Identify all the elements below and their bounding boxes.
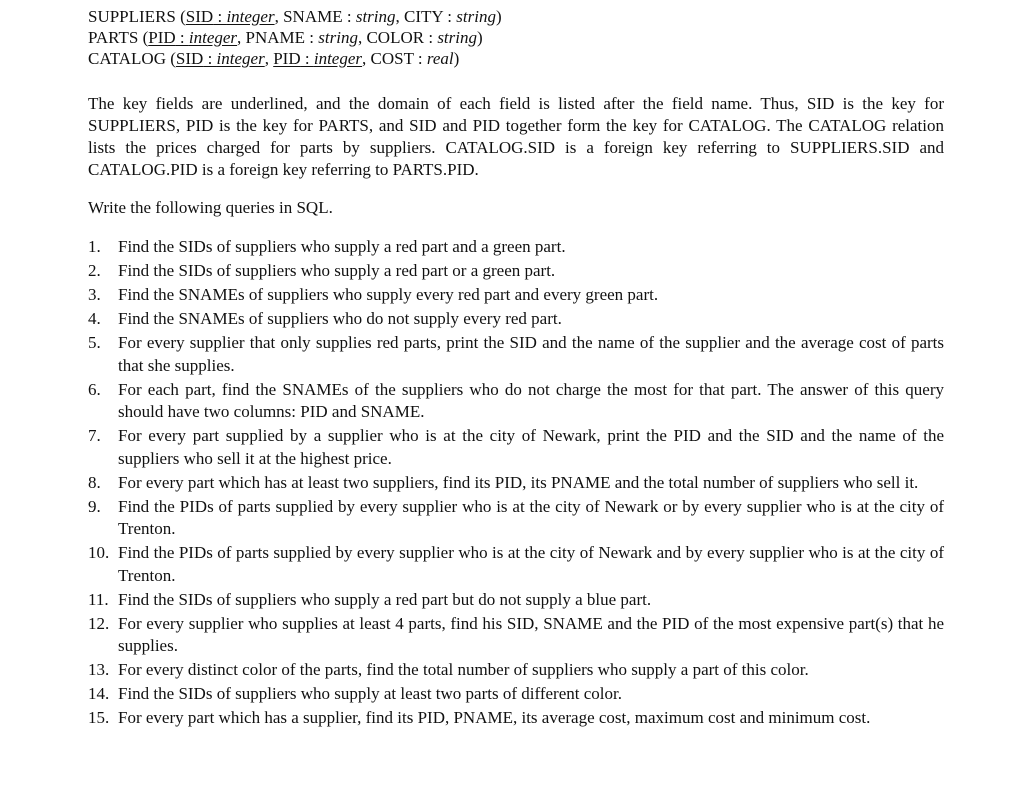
paren: ): [477, 28, 483, 47]
query-text: Find the SIDs of suppliers who supply a red part and a green part.: [118, 237, 566, 256]
comma: ,: [362, 49, 371, 68]
field-type: string: [456, 7, 496, 26]
query-number: 4.: [88, 309, 101, 328]
key-field: [148, 28, 237, 47]
separator: :: [213, 7, 227, 26]
query-item: [88, 589, 944, 612]
query-number: 3.: [88, 285, 101, 304]
schema-suppliers: [88, 6, 944, 27]
comma: ,: [357, 28, 367, 47]
query-number: 14.: [88, 684, 110, 703]
field-name: COLOR :: [366, 28, 438, 47]
query-text: For every part which has at least two suppliers, find its PID, its PNAME and the total number of suppliers who sell it.: [118, 472, 919, 492]
query-item: [88, 236, 944, 259]
query-text: For every part supplied by a supplier who is at the city of Newark, print the PID and the SID and the name of the suppliers who sell it at the highest price.: [118, 426, 944, 468]
comma: ,: [395, 7, 405, 26]
query-item: [88, 425, 944, 470]
field-type: real: [426, 49, 454, 68]
query-number: 10.: [88, 543, 110, 562]
comma: ,: [264, 49, 274, 68]
field-type: string: [437, 28, 477, 47]
separator: :: [203, 49, 217, 68]
key-field-name: SID: [175, 49, 204, 68]
field-type: string: [355, 7, 396, 26]
query-text: Find the SIDs of suppliers who supply a red part but do not supply a blue part.: [118, 589, 652, 609]
field-name: COST :: [370, 49, 427, 68]
key-field: [176, 49, 265, 68]
field-name: PNAME :: [245, 28, 319, 47]
query-text: Find the SNAMEs of suppliers who supply every red part and every green part.: [118, 285, 659, 304]
document-page: [88, 6, 944, 731]
key-field-name: PID: [148, 28, 176, 47]
paren: ): [495, 7, 502, 26]
key-field: [186, 7, 275, 26]
query-item: [88, 496, 944, 541]
field-name: CITY :: [404, 7, 457, 26]
paren: (: [138, 28, 149, 47]
query-item: [88, 260, 944, 283]
query-list: [88, 236, 944, 730]
query-item: [88, 542, 944, 587]
query-number: 7.: [88, 426, 101, 445]
query-number: 1.: [88, 237, 101, 256]
query-text: For every distinct color of the parts, find the total number of suppliers who supply a part of this color.: [118, 660, 809, 679]
separator: :: [300, 49, 314, 68]
query-item: [88, 707, 944, 730]
query-text: For every supplier who supplies at least 4 parts, find his SID, SNAME and the PID of the most expensive part(s) that he supplies.: [118, 613, 944, 655]
field-name: SNAME :: [283, 7, 356, 26]
key-field-name: SID: [185, 7, 214, 26]
query-item: [88, 613, 944, 658]
description-paragraph: The key fields are underlined, and the domain of each field is listed after the field name. Thus, SID is the key for SUPPLIERS, PID is the key for PARTS, and SID and PID together form the key for CATALOG. The CATALOG relation lists the prices charged for parts by suppliers. CATALOG.SID is a foreign key referring to SUPPLIERS.SID and CATALOG.PID is a foreign key referring to PARTS.PID.: [88, 94, 944, 179]
query-item: [88, 308, 944, 331]
paren: (: [175, 7, 186, 26]
field-type: integer: [313, 49, 362, 68]
query-number: 11.: [88, 589, 109, 609]
schema-parts: [88, 27, 944, 48]
query-text: Find the PIDs of parts supplied by every supplier who is at the city of Newark or by every supplier who is at the city of Trenton.: [118, 496, 944, 538]
field-type: integer: [216, 49, 265, 68]
instruction-text: Write the following queries in SQL.: [88, 198, 333, 217]
query-item: [88, 379, 944, 424]
query-number: 12.: [88, 613, 110, 633]
field-type: integer: [226, 7, 275, 26]
field-type: integer: [188, 28, 238, 47]
query-number: 6.: [88, 379, 101, 399]
query-item: [88, 472, 944, 495]
query-number: 15.: [88, 708, 110, 727]
query-number: 5.: [88, 333, 101, 352]
key-field: [273, 49, 362, 68]
query-item: [88, 683, 944, 706]
comma: ,: [274, 7, 284, 26]
field-type: string: [318, 28, 358, 47]
query-item: [88, 284, 944, 307]
query-text: For each part, find the SNAMEs of the suppliers who do not charge the most for that part. The answer of this query should have two columns: PID and SNAME.: [118, 379, 944, 421]
query-item: [88, 659, 944, 682]
query-text: Find the SIDs of suppliers who supply at least two parts of different color.: [118, 684, 622, 703]
query-text: Find the PIDs of parts supplied by every supplier who is at the city of Newark and by every supplier who is at the city of Trenton.: [118, 543, 944, 585]
query-number: 9.: [88, 496, 101, 516]
query-text: For every part which has a supplier, find its PID, PNAME, its average cost, maximum cost and minimum cost.: [118, 708, 871, 727]
query-item: [88, 332, 944, 377]
query-number: 13.: [88, 660, 110, 679]
relation-name: CATALOG: [88, 49, 166, 68]
query-text: For every supplier that only supplies red parts, print the SID and the name of the supplier and the average cost of parts that she supplies.: [118, 333, 944, 375]
relation-name: PARTS: [88, 28, 139, 47]
schema-catalog: [88, 48, 944, 69]
query-text: Find the SNAMEs of suppliers who do not supply every red part.: [118, 309, 562, 328]
paren: ): [453, 49, 460, 68]
separator: :: [175, 28, 189, 47]
key-field-name: PID: [273, 49, 301, 68]
paren: (: [165, 49, 176, 68]
relation-name: SUPPLIERS: [88, 7, 176, 26]
query-number: 2.: [88, 261, 101, 280]
query-text: Find the SIDs of suppliers who supply a red part or a green part.: [118, 261, 556, 280]
query-number: 8.: [88, 472, 101, 492]
comma: ,: [237, 28, 246, 47]
